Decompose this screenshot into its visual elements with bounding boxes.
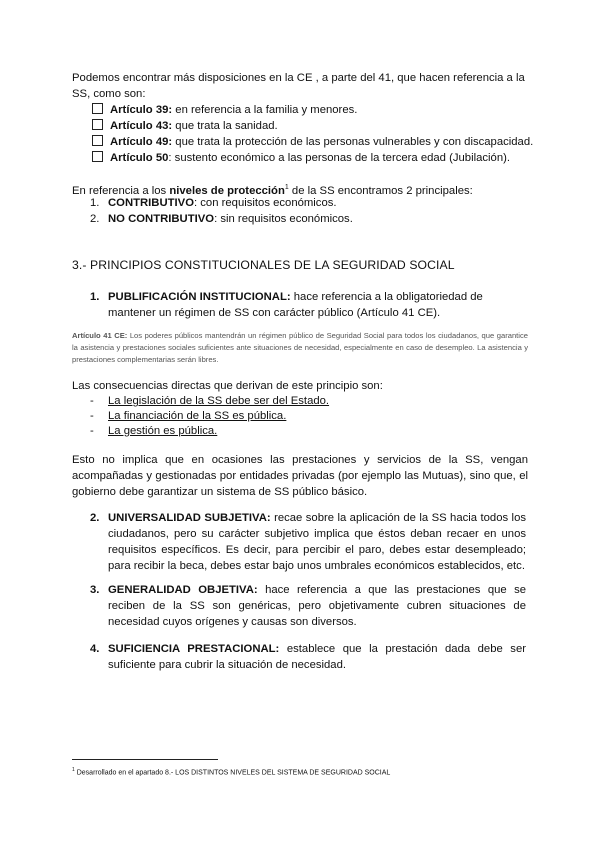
consequences-intro: Las consecuencias directas que derivan de este principio son: — [72, 380, 383, 392]
footnote-text: Desarrollado en el apartado 8.- LOS DISTINTOS NIVELES DEL SISTEMA DE SEGURIDAD SOCIAL — [74, 769, 391, 777]
article-item — [92, 134, 533, 150]
level-text: : sin requisitos económicos. — [214, 213, 353, 225]
consequence-text: La financiación de la SS es pública. — [108, 410, 287, 422]
level-label: NO CONTRIBUTIVO — [108, 213, 215, 225]
principle-text: hace referencia a que las prestaciones que se reciben de la SS son genéricas, pero objetivamente cubren situaciones de necesidad cuyos orígenes y causas son diversos. — [108, 584, 527, 628]
level-number: 1. — [90, 197, 100, 209]
checkbox-icon — [92, 103, 103, 114]
principle-label: GENERALIDAD OBJETIVA: — [108, 584, 258, 596]
article-label: Artículo 43: — [110, 120, 173, 132]
principle-item — [90, 641, 526, 673]
article-label: Artículo 50 — [110, 152, 169, 164]
principle-item — [90, 289, 526, 321]
article-item — [92, 150, 510, 166]
implication-paragraph: Esto no implica que en ocasiones las prestaciones y servicios de la SS, vengan acompañadas y gestionadas por entidades privadas (por ejemplo las Mutuas), sino que, el gobierno debe garantizar un sistema de SS público básico. — [72, 454, 528, 498]
footnote-ref: 1 — [284, 184, 289, 191]
consequence-item — [90, 423, 217, 439]
dash-bullet: - — [90, 425, 94, 437]
checkbox-icon — [92, 119, 103, 130]
principle-text: establece que la prestación dada debe ser suficiente para cubrir la situación de necesidad. — [108, 643, 526, 671]
level-item — [90, 195, 337, 211]
principle-item — [90, 510, 526, 574]
principle-label: PUBLIFICACIÓN INSTITUCIONAL: — [108, 291, 291, 303]
principle-number: 1. — [90, 291, 100, 303]
footnote — [72, 765, 390, 778]
article-label: Artículo 49: — [110, 136, 173, 148]
consequence-item — [90, 408, 286, 424]
principle-number: 4. — [90, 643, 100, 655]
checkbox-icon — [92, 135, 103, 146]
consequence-item — [90, 393, 329, 409]
article-text: : sustento económico a las personas de la tercera edad (Jubilación). — [168, 152, 511, 164]
consequence-text: La gestión es pública. — [108, 425, 218, 437]
level-text: : con requisitos económicos. — [193, 197, 337, 209]
intro-paragraph: Podemos encontrar más disposiciones en la CE , a parte del 41, que hacen referencia a la SS, como son: — [72, 72, 525, 100]
levels-pre: En referencia a los — [72, 184, 170, 197]
level-item — [90, 211, 353, 227]
principle-number: 2. — [90, 512, 100, 524]
quote-label: Artículo 41 CE: — [72, 331, 128, 340]
principle-item — [90, 582, 526, 630]
principle-number: 3. — [90, 584, 100, 596]
article-item — [92, 118, 278, 134]
section-heading: 3.- PRINCIPIOS CONSTITUCIONALES DE LA SEGURIDAD SOCIAL — [72, 258, 455, 272]
quote-text: Los poderes públicos mantendrán un régimen público de Seguridad Social para todos los ciudadanos, que garantice la asistencia y prestaciones sociales suficientes ante situaciones de necesidad, especialmente en caso de desempleo. La asistencia y prestaciones complementarias serán libres. — [72, 331, 529, 364]
article-quote — [72, 330, 528, 366]
dash-bullet: - — [90, 410, 94, 422]
consequence-text: La legislación de la SS debe ser del Estado. — [108, 395, 330, 407]
article-label: Artículo 39: — [110, 104, 173, 116]
principle-label: UNIVERSALIDAD SUBJETIVA: — [108, 512, 271, 524]
principle-text: hace referencia a la obligatoriedad de mantener un régimen de SS con carácter público (Artículo 41 CE). — [108, 291, 483, 319]
level-label: CONTRIBUTIVO — [108, 197, 194, 209]
checkbox-icon — [92, 151, 103, 162]
article-text: que trata la protección de las personas vulnerables y con discapacidad. — [172, 136, 534, 148]
principle-text: recae sobre la aplicación de la SS hacia todos los ciudadanos, pero su carácter subjetivo implica que éstos deban recaer en unos requisitos específicos. Es decir, para percibir el paro, debes estar desempleado; para recibir la beca, debes estar bajo unos umbrales económicos establecidos, etc. — [108, 512, 527, 572]
levels-post: de la SS encontramos 2 principales: — [288, 184, 473, 197]
article-item — [92, 102, 357, 118]
principle-label: SUFICIENCIA PRESTACIONAL: — [108, 643, 280, 655]
footnote-divider — [72, 759, 218, 760]
article-text: en referencia a la familia y menores. — [172, 104, 358, 116]
article-text: que trata la sanidad. — [172, 120, 278, 132]
footnote-number: 1 — [72, 767, 75, 773]
level-number: 2. — [90, 213, 100, 225]
dash-bullet: - — [90, 395, 94, 407]
levels-bold: niveles de protección — [169, 184, 285, 197]
